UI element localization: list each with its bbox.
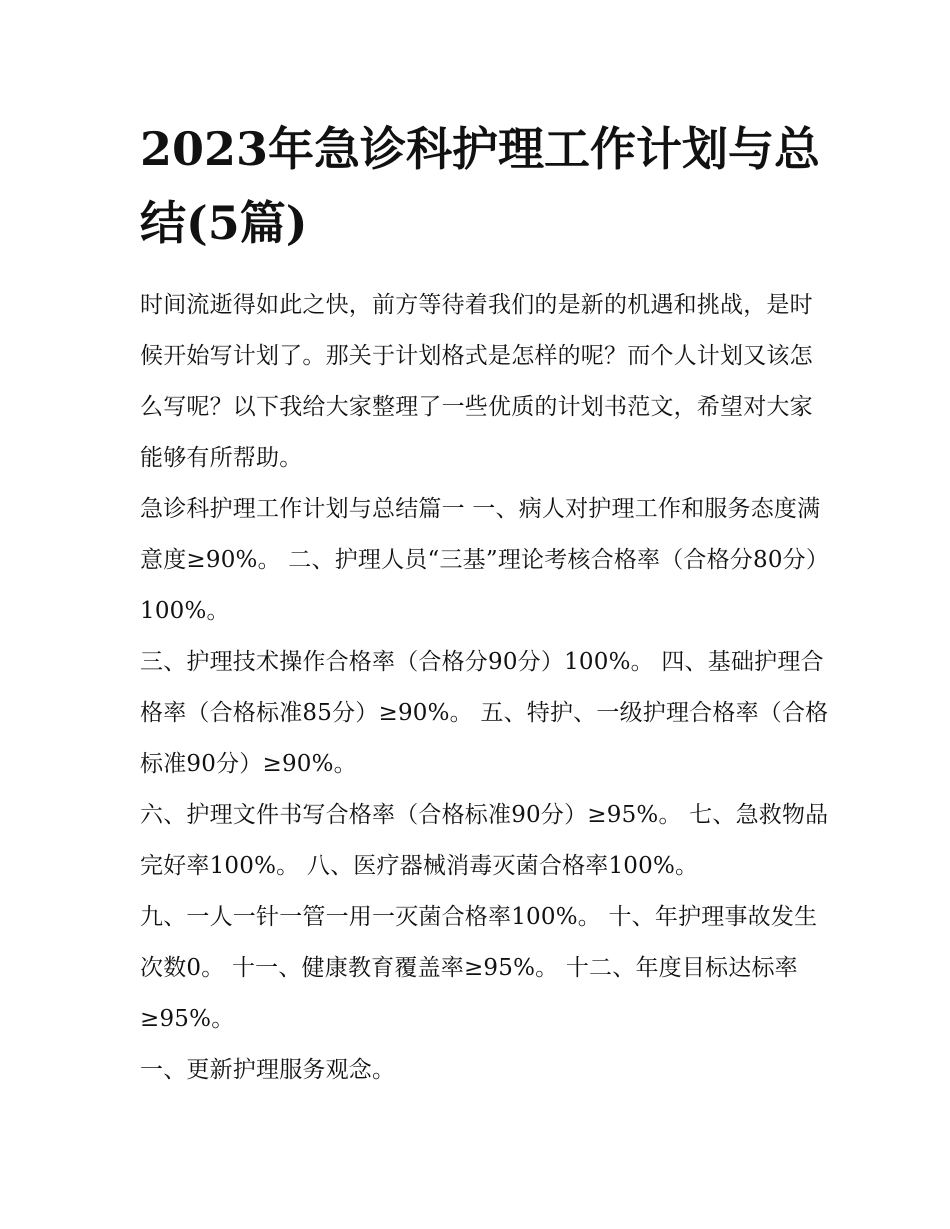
paragraph-goals-2: 三、护理技术操作合格率（合格分90分）100%。 四、基础护理合格率（合格标准85分）≥90%。 五、特护、一级护理合格率（合格标准90分）≥90%。 [140,649,829,777]
paragraph-goals-4: 九、一人一针一管一用一灭菌合格率100%。 十、年护理事故发生次数0。 十一、健康教育覆盖率≥95%。 十二、年度目标达标率≥95%。 [140,904,818,1032]
paragraph-section-1: 一、更新护理服务观念。 [140,1057,396,1083]
paragraph-goals-3: 六、护理文件书写合格率（合格标准90分）≥95%。 七、急救物品完好率100%。 八、医疗器械消毒灭菌合格率100%。 [140,802,829,879]
document-page [140,112,830,1096]
paragraph-goals-1: 急诊科护理工作计划与总结篇一 一、病人对护理工作和服务态度满意度≥90%。 二、护理人员“三基”理论考核合格率（合格分80分）100%。 [140,496,830,624]
document-title: 2023年急诊科护理工作计划与总结(5篇) [140,122,821,250]
paragraph-intro: 时间流逝得如此之快，前方等待着我们的是新的机遇和挑战，是时候开始写计划了。那关于计划格式是怎样的呢？而个人计划又该怎么写呢？以下我给大家整理了一些优质的计划书范文，希望对大家能够有所帮助。 [140,292,813,471]
